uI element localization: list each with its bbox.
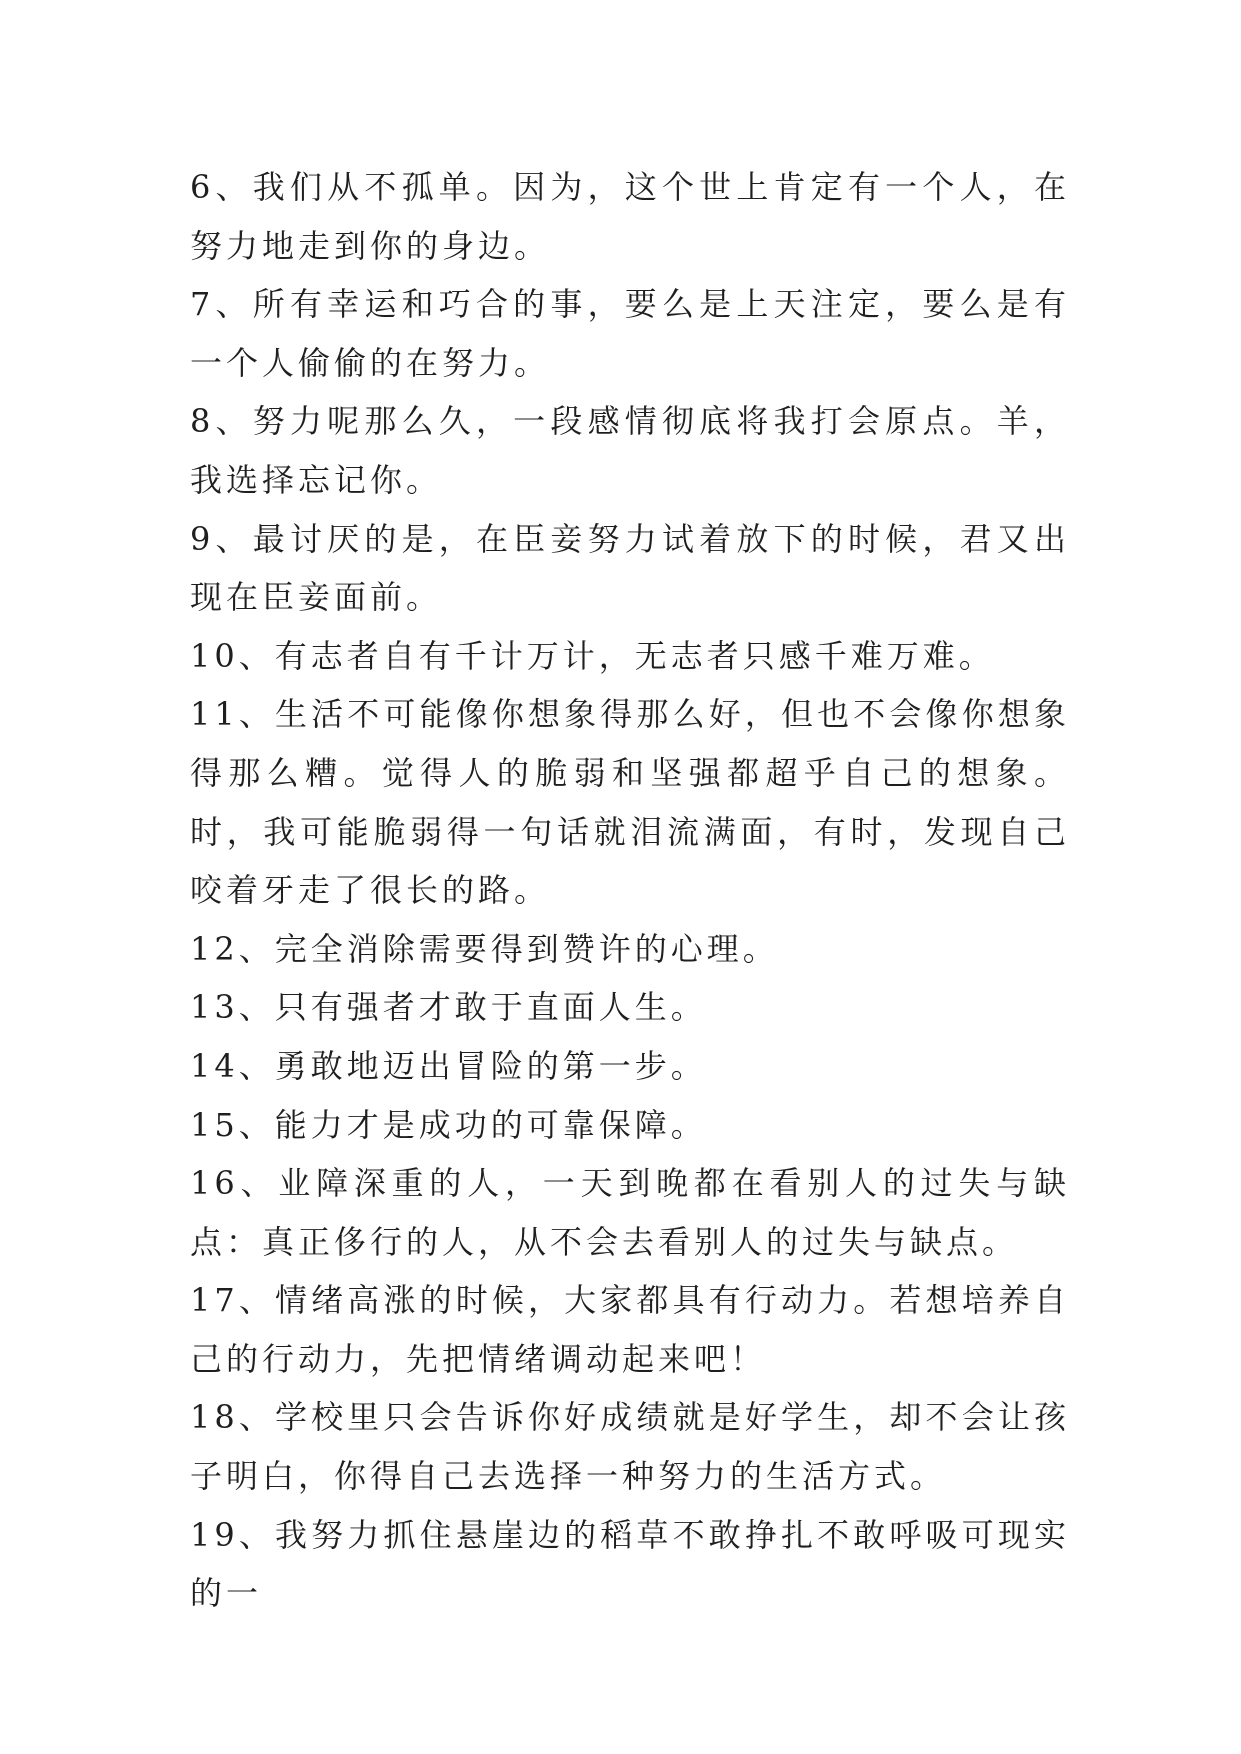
- list-item: 7、所有幸运和巧合的事，要么是上天注定，要么是有一个人偷偷的在努力。: [190, 285, 1070, 382]
- list-item: 6、我们从不孤单。因为，这个世上肯定有一个人，在努力地走到你的身边。: [190, 168, 1070, 265]
- document-body: [190, 158, 1070, 1623]
- list-item: 12、完全消除需要得到赞许的心理。: [190, 929, 779, 968]
- list-item: 16、业障深重的人，一天到晚都在看别人的过失与缺点：真正侈行的人，从不会去看别人的过失与缺点。: [190, 1164, 1070, 1261]
- list-item: 11、生活不可能像你想象得那么好，但也不会像你想象得那么糟。觉得人的脆弱和坚强都超乎自己的想象。时，我可能脆弱得一句话就泪流满面，有时，发现自己咬着牙走了很长的路。: [190, 695, 1070, 910]
- list-item: 9、最讨厌的是，在臣妾努力试着放下的时候，君又出现在臣妾面前。: [190, 519, 1070, 617]
- list-item: 18、学校里只会告诉你好成绩就是好学生，却不会让孩子明白，你得自己去选择一种努力的生活方式。: [190, 1398, 1070, 1496]
- list-item: 13、只有强者才敢于直面人生。: [190, 988, 707, 1027]
- list-item: 10、有志者自有千计万计，无志者只感千难万难。: [190, 636, 995, 675]
- list-item: 15、能力才是成功的可靠保障。: [190, 1105, 707, 1144]
- list-item: 19、我努力抓住悬崖边的稻草不敢挣扎不敢呼吸可现实的一: [190, 1515, 1070, 1613]
- list-item: 8、努力呢那么久，一段感情彻底将我打会原点。羊，我选择忘记你。: [190, 402, 1070, 499]
- list-item: 14、勇敢地迈出冒险的第一步。: [190, 1046, 707, 1085]
- list-item: 17、情绪高涨的时候，大家都具有行动力。若想培养自己的行动力，先把情绪调动起来吧！: [190, 1281, 1070, 1378]
